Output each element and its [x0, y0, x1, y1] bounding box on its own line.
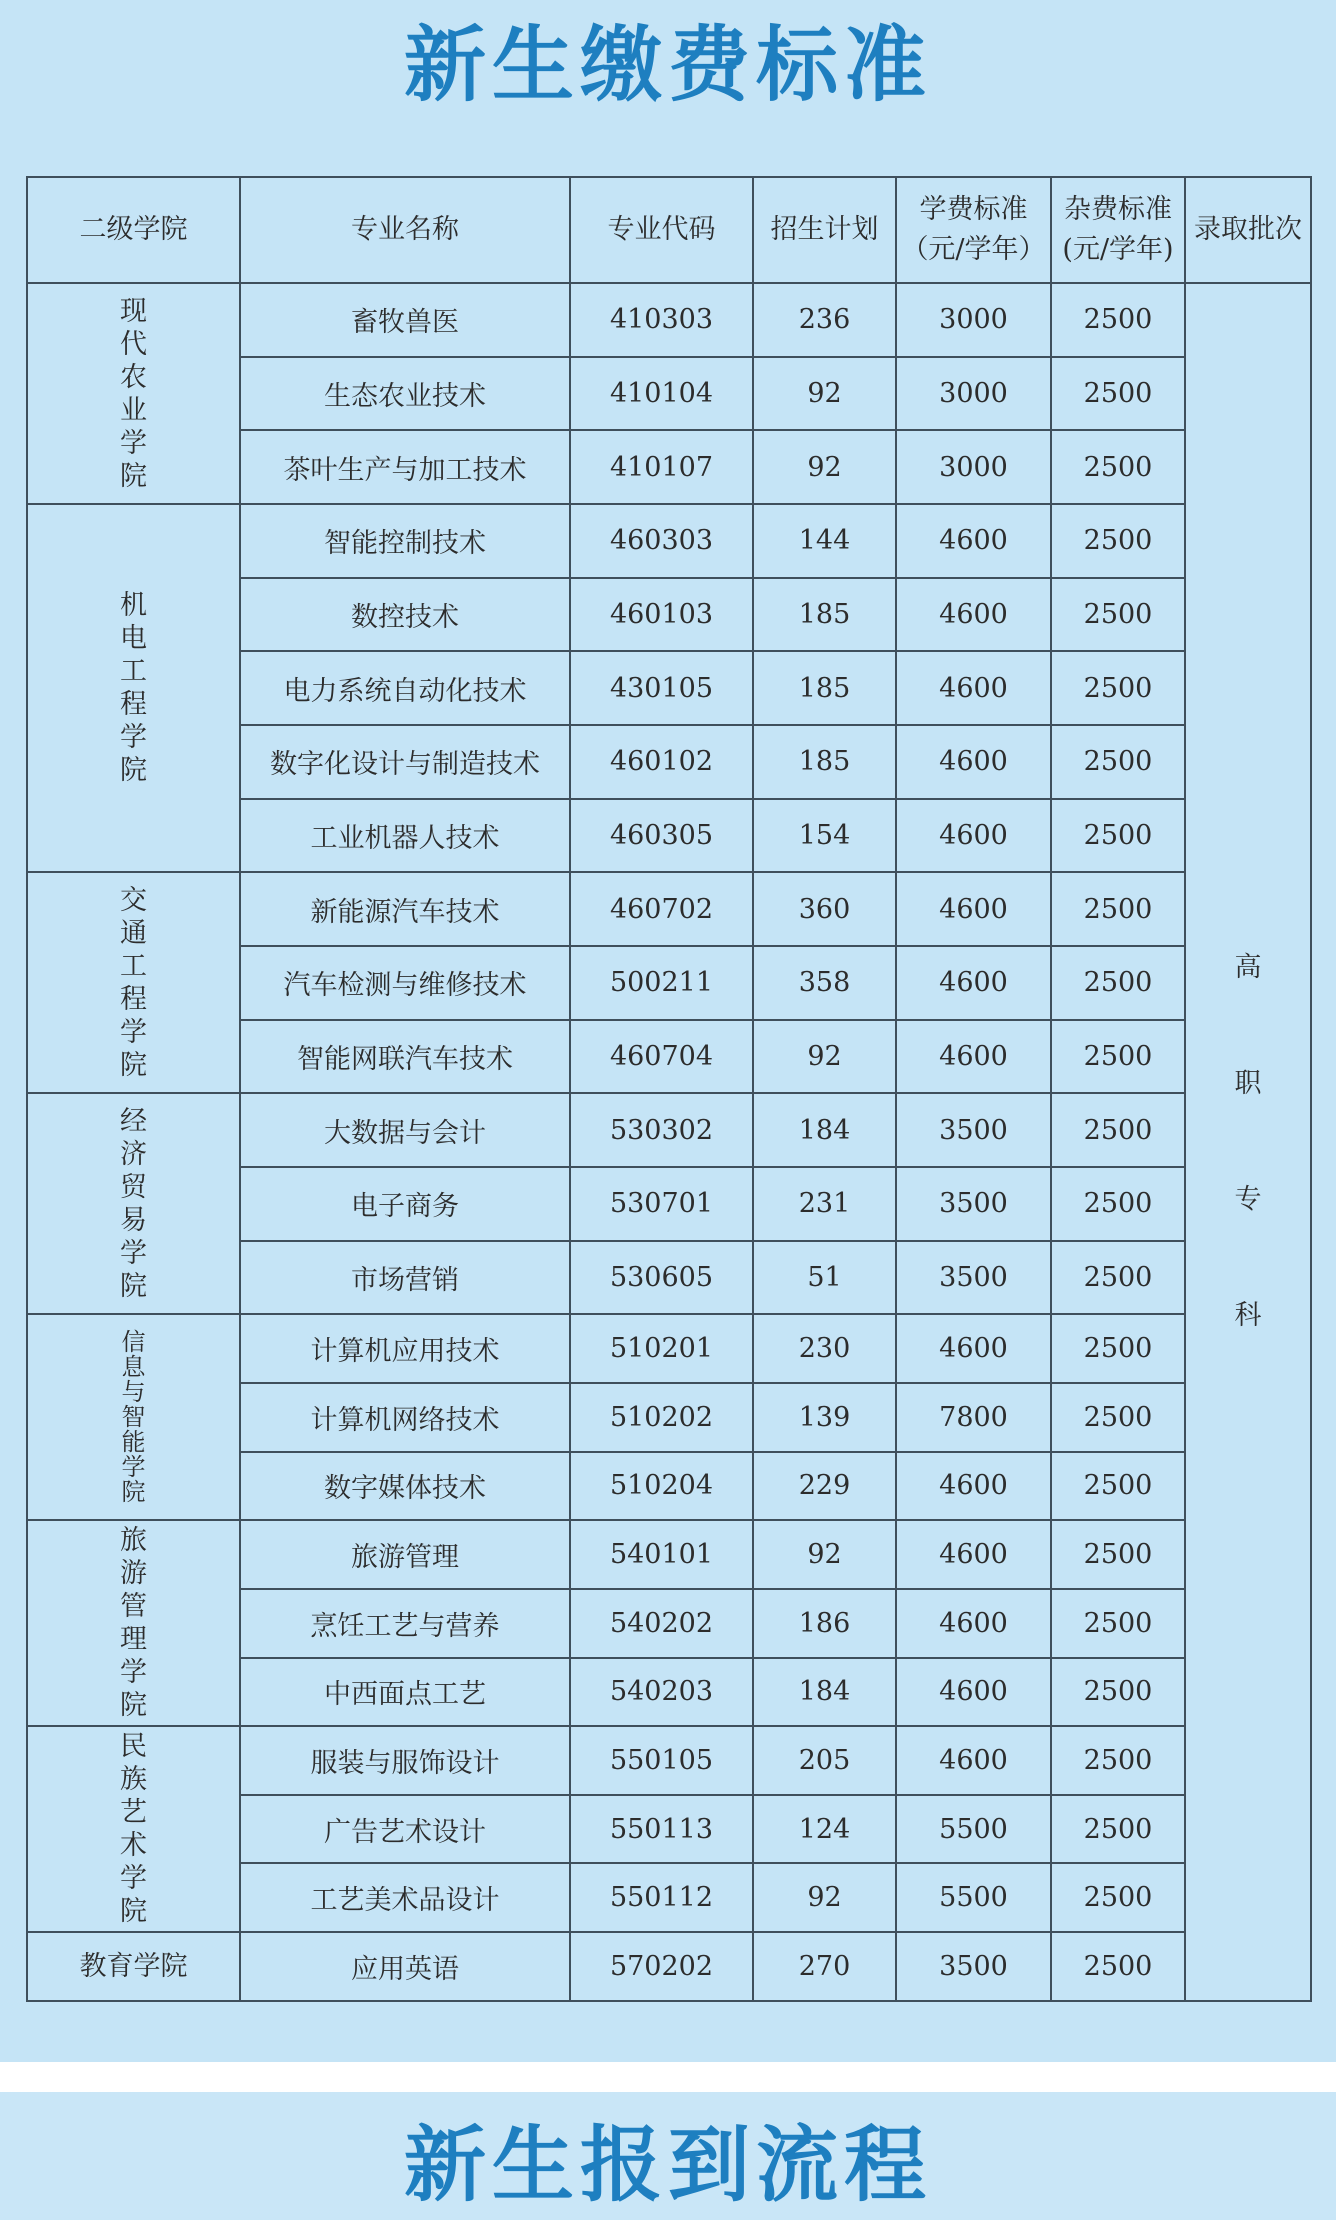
cell-misc: 2500 [1051, 799, 1185, 873]
cell-plan: 92 [753, 357, 896, 431]
cell-code: 460704 [570, 1020, 753, 1094]
cell-plan: 51 [753, 1241, 896, 1315]
college-name-char: 交 [120, 884, 147, 916]
cell-misc: 2500 [1051, 872, 1185, 946]
cell-tuition: 4600 [896, 1314, 1051, 1383]
college-name-char: 民 [120, 1731, 147, 1763]
cell-code: 410107 [570, 430, 753, 504]
college-name-char: 与 [121, 1377, 146, 1406]
cell-misc: 2500 [1051, 1589, 1185, 1658]
college-name: 教育学院 [79, 1951, 188, 1983]
cell-tuition: 3000 [896, 357, 1051, 431]
cell-tuition: 7800 [896, 1383, 1051, 1452]
cell-misc: 2500 [1051, 1520, 1185, 1589]
cell-code: 550113 [570, 1795, 753, 1864]
table-row [27, 1932, 1311, 2001]
cell-tuition: 4600 [896, 1452, 1051, 1521]
cell-plan: 184 [753, 1658, 896, 1727]
cell-misc: 2500 [1051, 357, 1185, 431]
cell-tuition: 4600 [896, 725, 1051, 799]
cell-code: 460305 [570, 799, 753, 873]
cell-tuition: 3500 [896, 1241, 1051, 1315]
cell-code: 540101 [570, 1520, 753, 1589]
cell-misc: 2500 [1051, 1020, 1185, 1094]
table-row [27, 504, 1311, 578]
table-row [27, 1726, 1311, 1795]
cell-tuition: 4600 [896, 872, 1051, 946]
college-name-char: 学 [120, 1016, 147, 1048]
cell-plan: 124 [753, 1795, 896, 1864]
cell-misc: 2500 [1051, 1726, 1185, 1795]
cell-plan: 92 [753, 430, 896, 504]
cell-code: 510204 [570, 1452, 753, 1521]
cell-tuition: 5500 [896, 1795, 1051, 1864]
header-code: 专业代码 [570, 177, 753, 283]
cell-plan: 236 [753, 283, 896, 357]
college-cell [27, 1726, 240, 1932]
cell-major: 数字化设计与制造技术 [240, 725, 570, 799]
cell-misc: 2500 [1051, 1314, 1185, 1383]
cell-tuition: 3000 [896, 430, 1051, 504]
page-title: 新生缴费标准 [403, 17, 932, 113]
college-name-char: 学 [120, 427, 147, 459]
cell-major: 畜牧兽医 [240, 283, 570, 357]
table-header-row [27, 177, 1311, 283]
cell-major: 中西面点工艺 [240, 1658, 570, 1727]
cell-plan: 358 [753, 946, 896, 1020]
cell-code: 540203 [570, 1658, 753, 1727]
cell-misc: 2500 [1051, 1658, 1185, 1727]
college-name-char: 易 [120, 1204, 147, 1236]
cell-tuition: 3500 [896, 1093, 1051, 1167]
cell-misc: 2500 [1051, 1795, 1185, 1864]
cell-major: 生态农业技术 [240, 357, 570, 431]
cell-misc: 2500 [1051, 504, 1185, 578]
table-row [27, 283, 1311, 357]
cell-major: 新能源汽车技术 [240, 872, 570, 946]
cell-tuition: 5500 [896, 1863, 1051, 1932]
college-name-char: 管 [120, 1591, 147, 1623]
cell-misc: 2500 [1051, 1093, 1185, 1167]
cell-major: 计算机应用技术 [240, 1314, 570, 1383]
college-name-char: 旅 [120, 1525, 147, 1557]
college-cell [27, 504, 240, 872]
cell-code: 430105 [570, 651, 753, 725]
section-divider [0, 2062, 1336, 2092]
college-name-char: 艺 [120, 1797, 147, 1829]
cell-tuition: 4600 [896, 504, 1051, 578]
cell-plan: 229 [753, 1452, 896, 1521]
admission-batch-char: 高 [1234, 952, 1262, 983]
admission-batch-char: 专 [1234, 1184, 1262, 1215]
college-cell [27, 872, 240, 1093]
cell-plan: 186 [753, 1589, 896, 1658]
college-name-char: 贸 [120, 1171, 147, 1203]
college-name-char: 院 [120, 460, 147, 492]
cell-tuition: 4600 [896, 1658, 1051, 1727]
header-misc-line2: (元/学年) [1062, 234, 1174, 265]
cell-misc: 2500 [1051, 578, 1185, 652]
next-section-title [0, 2092, 1336, 2213]
cell-major: 智能控制技术 [240, 504, 570, 578]
cell-major: 智能网联汽车技术 [240, 1020, 570, 1094]
college-name-char: 经 [120, 1105, 147, 1137]
table-row [27, 1314, 1311, 1383]
cell-code: 460103 [570, 578, 753, 652]
college-cell [27, 1093, 240, 1314]
cell-misc: 2500 [1051, 1241, 1185, 1315]
cell-major: 服装与服饰设计 [240, 1726, 570, 1795]
college-name-char: 代 [120, 328, 147, 360]
cell-code: 570202 [570, 1932, 753, 2001]
college-name-char: 智 [121, 1402, 146, 1431]
cell-major: 旅游管理 [240, 1520, 570, 1589]
cell-misc: 2500 [1051, 1452, 1185, 1521]
cell-major: 烹饪工艺与营养 [240, 1589, 570, 1658]
cell-misc: 2500 [1051, 1932, 1185, 2001]
college-name-char: 院 [120, 1896, 147, 1928]
college-name-char: 术 [120, 1830, 147, 1862]
cell-code: 510202 [570, 1383, 753, 1452]
cell-plan: 230 [753, 1314, 896, 1383]
cell-tuition: 3500 [896, 1932, 1051, 2001]
cell-misc: 2500 [1051, 1383, 1185, 1452]
cell-tuition: 4600 [896, 1520, 1051, 1589]
cell-plan: 231 [753, 1167, 896, 1241]
header-batch: 录取批次 [1185, 177, 1311, 283]
cell-major: 广告艺术设计 [240, 1795, 570, 1864]
college-name-char: 学 [120, 1237, 147, 1269]
next-section-title-text: 新生报到流程 [403, 2117, 932, 2213]
table-row [27, 872, 1311, 946]
college-name-char: 理 [120, 1624, 147, 1656]
college-name-char: 族 [120, 1764, 147, 1796]
cell-code: 530701 [570, 1167, 753, 1241]
cell-misc: 2500 [1051, 725, 1185, 799]
admission-batch-char: 科 [1234, 1300, 1262, 1331]
header-misc-line1: 杂费标准 [1064, 194, 1172, 225]
college-name-char: 机 [120, 590, 147, 622]
cell-tuition: 4600 [896, 651, 1051, 725]
cell-code: 460102 [570, 725, 753, 799]
cell-code: 460702 [570, 872, 753, 946]
cell-plan: 154 [753, 799, 896, 873]
cell-code: 410303 [570, 283, 753, 357]
college-cell [27, 1314, 240, 1520]
college-name-char: 院 [121, 1477, 146, 1506]
cell-plan: 360 [753, 872, 896, 946]
college-name-char: 息 [121, 1352, 146, 1381]
cell-misc: 2500 [1051, 430, 1185, 504]
cell-major: 数字媒体技术 [240, 1452, 570, 1521]
cell-plan: 92 [753, 1520, 896, 1589]
header-college: 二级学院 [27, 177, 240, 283]
cell-misc: 2500 [1051, 651, 1185, 725]
cell-code: 530302 [570, 1093, 753, 1167]
college-cell [27, 1932, 240, 2001]
table-row [27, 1520, 1311, 1589]
table-row [27, 1093, 1311, 1167]
cell-major: 汽车检测与维修技术 [240, 946, 570, 1020]
cell-tuition: 4600 [896, 1020, 1051, 1094]
cell-code: 540202 [570, 1589, 753, 1658]
cell-major: 工业机器人技术 [240, 799, 570, 873]
header-misc [1051, 177, 1185, 283]
college-name-char: 程 [120, 983, 147, 1015]
cell-major: 茶叶生产与加工技术 [240, 430, 570, 504]
cell-major: 大数据与会计 [240, 1093, 570, 1167]
cell-plan: 139 [753, 1383, 896, 1452]
cell-major: 计算机网络技术 [240, 1383, 570, 1452]
cell-tuition: 4600 [896, 1726, 1051, 1795]
college-name-char: 院 [120, 1049, 147, 1081]
cell-plan: 92 [753, 1863, 896, 1932]
college-name-char: 院 [120, 1270, 147, 1302]
college-name-char: 学 [121, 1452, 146, 1481]
cell-code: 410104 [570, 357, 753, 431]
cell-code: 550112 [570, 1863, 753, 1932]
cell-plan: 144 [753, 504, 896, 578]
cell-misc: 2500 [1051, 946, 1185, 1020]
college-name-char: 游 [120, 1558, 147, 1590]
cell-misc: 2500 [1051, 283, 1185, 357]
cell-tuition: 3000 [896, 283, 1051, 357]
cell-major: 应用英语 [240, 1932, 570, 2001]
college-name-char: 工 [120, 950, 147, 982]
cell-plan: 185 [753, 651, 896, 725]
cell-plan: 185 [753, 578, 896, 652]
college-name-char: 院 [120, 1690, 147, 1722]
college-cell [27, 283, 240, 504]
cell-tuition: 4600 [896, 1589, 1051, 1658]
college-name-char: 程 [120, 689, 147, 721]
cell-code: 510201 [570, 1314, 753, 1383]
cell-tuition: 3500 [896, 1167, 1051, 1241]
cell-major: 工艺美术品设计 [240, 1863, 570, 1932]
college-name-char: 电 [120, 623, 147, 655]
college-name-char: 能 [121, 1427, 146, 1456]
header-plan: 招生计划 [753, 177, 896, 283]
admission-batch-cell [1185, 283, 1311, 2001]
cell-plan: 92 [753, 1020, 896, 1094]
cell-tuition: 4600 [896, 578, 1051, 652]
cell-plan: 185 [753, 725, 896, 799]
college-cell [27, 1520, 240, 1726]
cell-code: 550105 [570, 1726, 753, 1795]
cell-misc: 2500 [1051, 1863, 1185, 1932]
college-name-char: 学 [120, 1863, 147, 1895]
college-name-char: 学 [120, 722, 147, 754]
cell-code: 530605 [570, 1241, 753, 1315]
cell-code: 500211 [570, 946, 753, 1020]
cell-tuition: 4600 [896, 799, 1051, 873]
header-major: 专业名称 [240, 177, 570, 283]
cell-code: 460303 [570, 504, 753, 578]
college-name-char: 学 [120, 1657, 147, 1689]
college-name-char: 院 [120, 755, 147, 787]
cell-misc: 2500 [1051, 1167, 1185, 1241]
header-tuition [896, 177, 1051, 283]
cell-major: 数控技术 [240, 578, 570, 652]
cell-major: 电子商务 [240, 1167, 570, 1241]
header-tuition-line2: （元/学年） [901, 234, 1046, 265]
header-tuition-line1: 学费标准 [919, 194, 1028, 225]
cell-tuition: 4600 [896, 946, 1051, 1020]
college-name-char: 现 [120, 295, 147, 327]
fee-table [26, 176, 1312, 2002]
cell-major: 市场营销 [240, 1241, 570, 1315]
college-name-char: 农 [120, 361, 147, 393]
college-name-char: 济 [120, 1138, 147, 1170]
cell-plan: 270 [753, 1932, 896, 2001]
college-name-char: 信 [121, 1327, 146, 1356]
cell-plan: 184 [753, 1093, 896, 1167]
college-name-char: 通 [120, 917, 147, 949]
admission-batch-char: 职 [1234, 1068, 1262, 1099]
cell-major: 电力系统自动化技术 [240, 651, 570, 725]
college-name-char: 工 [120, 656, 147, 688]
cell-plan: 205 [753, 1726, 896, 1795]
college-name-char: 业 [120, 394, 147, 426]
